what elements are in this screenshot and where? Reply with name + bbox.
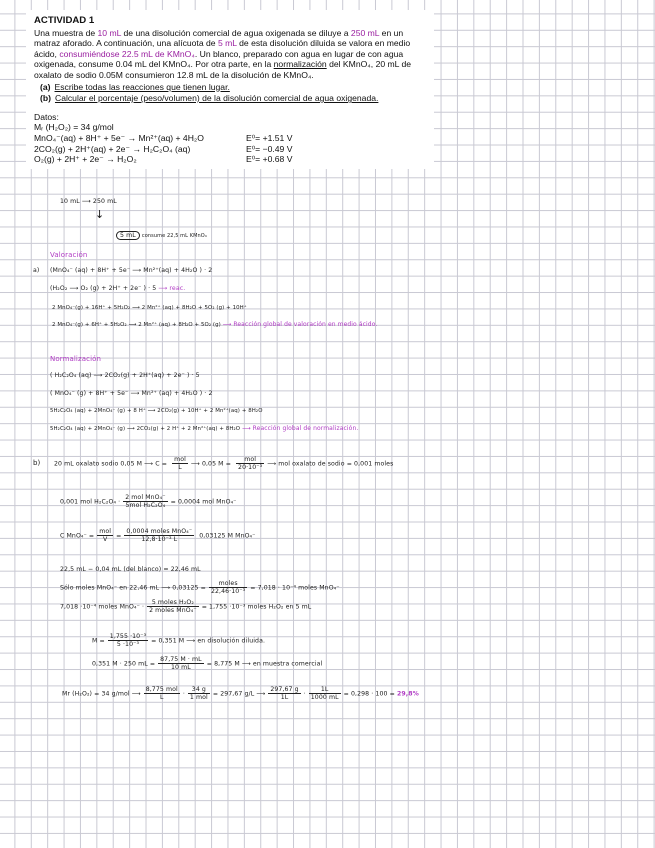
calc-molarity-diluted: M = $\frac{\text{1,755 ·10⁻³}}{\text{5 ·10⁻³}}$ = 0,351 M ⟶ en disolución diluida.	[92, 633, 266, 648]
activity-card	[26, 10, 434, 169]
normalizacion-global: 5H₂C₂O₄ (aq) + 2MnO₄⁻ (g) ⟶ 2CO₂(g) + 2 H⁺ + 2 Mn²⁺(aq) + 8H₂O ⟶ Reacción global de normalización.	[50, 425, 359, 432]
statement-part: de una disolución comercial de agua oxigenada se diluye a	[121, 27, 351, 38]
valoracion-half1: (MnO₄⁻ (aq) + 8H⁺ + 5e⁻ ⟶ Mn²⁺(aq) + 4H₂O ) · 2	[50, 267, 213, 274]
calc-permanganate-moles: 0,001 mol H₂C₂O₄ · $\frac{\text{2 mol MnO₄⁻}}{\text{5mol H₂C₂O₄}}$ = 0,0004 mol MnO₄⁻	[60, 494, 237, 509]
calc-peroxide-moles: 7,018 ·10⁻⁴ moles MnO₄⁻ · $\frac{\text{5 moles H₂O₂}}{\text{2 moles MnO₄⁻}}$ = 1,755 ·10⁻³ moles H₂O₂ en 5 mL	[60, 599, 312, 614]
label-a: a)	[33, 267, 40, 274]
reaction-row: O₂(g) + 2H⁺ + 2e⁻ → H₂O₂ E⁰= +0.68 V	[34, 154, 293, 165]
activity-statement	[34, 28, 426, 81]
valoracion-global: 2 MnO₄⁻(g) + 6H⁺ + 5H₂O₂ ⟶ 2 Mn²⁺ (aq) + 8H₂O + 5O₂ (g) ⟶ Reacción global de valoración en medio ácido.	[52, 321, 378, 328]
datos-title: Datos:	[34, 111, 59, 122]
statement-highlight: 10 mL	[97, 27, 122, 38]
question-a: (a) Escribe todas las reacciones que tienen lugar.	[40, 81, 230, 92]
calc-volume-corrected: 22,5 mL − 0,04 mL (del blanco) = 22,46 mL	[60, 566, 201, 573]
statement-part: del KMnO₄, 20 mL de oxalato de sodio 0.05M consumieron 12.8 mL de la disolución de KMnO₄.	[34, 59, 412, 80]
valoracion-sum: 2 MnO₄⁻(g) + 16H⁺ + 5H₂O₂ ⟶ 2 Mn²⁺ (aq) + 8H₂O + 5O₂ (g) + 10H⁺	[52, 305, 247, 311]
heading-normalizacion: Normalización	[50, 355, 102, 363]
calc-permanganate-conc: C MnO₄⁻ = $\frac{\text{mol}}{V}$ = $\frac{\text{0,0004 moles MnO₄⁻}}{\text{12,8·10⁻³ L}}$ 0,03125 M MnO₄⁻	[60, 528, 256, 543]
dilution-aliquot: 5 mL consume 22,5 mL KMnO₄	[116, 231, 207, 240]
question-b: (b) Calcular el porcentaje (peso/volumen) de la disolución comercial de agua oxigenada.	[40, 93, 379, 104]
normalizacion-half1: ( H₂C₂O₄ (aq) ⟶ 2CO₂(g) + 2H⁺(aq) + 2e⁻ ) · 5	[50, 372, 200, 379]
statement-highlight: 5 mL	[217, 38, 237, 49]
statement-part: de esta disolución diluida se valora en medio ácido,	[34, 38, 411, 59]
heading-valoracion: Valoración	[50, 251, 88, 259]
calc-molarity-commercial: 0,351 M · 250 mL = $\frac{87,75 M \cdot mL}{10 mL}$ = 8,775 M ⟶ en muestra comercial	[92, 656, 323, 671]
valoracion-half2: (H₂O₂ ⟶ O₂ (g) + 2H⁺ + 2e⁻ ) · 5 ⟶ reac.	[50, 285, 186, 292]
statement-part: . Un blanco, preparado con agua en lugar de con agua oxigenada, consume 0.04 mL del KMnO₄. Por otra parte, en la	[34, 48, 404, 70]
label-b: b)	[33, 459, 41, 467]
normalizacion-sum: 5H₂C₂O₄ (aq) + 2MnO₄⁻ (g) + 8 H⁺ ⟶ 2CO₂(g) + 10H⁺ + 2 Mn²⁺(aq) + 8H₂O	[50, 408, 263, 414]
statement-part: en un matraz aforado. A continuación, una alícuota de	[34, 27, 404, 49]
datos-molar-mass: Mᵣ (H₂O₂) = 34 g/mol	[34, 122, 114, 133]
datos-section	[34, 112, 426, 165]
statement-underlined: normalización	[273, 59, 327, 70]
reaction-row: MnO₄⁻(aq) + 8H⁺ + 5e⁻ → Mn²⁺(aq) + 4H₂O E⁰= +1.51 V	[34, 132, 293, 143]
normalizacion-half2: ( MnO₄⁻ (g) + 8H⁺ + 5e⁻ ⟶ Mn²⁺ (aq) + 4H₂O ) · 2	[50, 390, 213, 397]
arrow-down-icon: ↓	[95, 208, 105, 221]
dilution-line: 10 mL ⟶ 250 mL	[60, 198, 117, 205]
calc-moles-consumed: Sólo moles MnO₄⁻ en 22,46 mL ⟶ 0,03125 = $\frac{\text{moles}}{\text{22,46·10⁻³}}$ = 7,018 · 10⁻⁴ moles MnO₄⁻	[60, 580, 340, 595]
reaction-row: 2CO₂(g) + 2H⁺(aq) + 2e⁻ → H₂C₂O₄ (aq) E⁰= −0.49 V	[34, 143, 293, 154]
calc-oxalate-moles: 20 mL oxalato sodio 0,05 M ⟶ C = $\frac{\text{mol}}{L}$ ⟶ 0,05 M = $\frac{\text{mol}}{\text{20·10⁻³}}$ ⟶ mol oxalato de sodio = 0,001 moles	[54, 456, 394, 471]
calc-percentage: Mr (H₂O₂) = 34 g/mol ⟶ $\frac{\text{8,775 mol}}{L}$ · $\frac{34 g}{\text{1 mol}}$ = 297,67 g/L ⟶ $\frac{297,67 g}{1L}$ · $\frac{1L}{1000 mL}$ = 0,298 · 100 = 29,8%	[62, 686, 419, 701]
statement-part: Una muestra de	[34, 27, 98, 38]
statement-highlight: consumiéndose 22.5 mL de KMnO₄	[59, 48, 195, 59]
statement-highlight: 250 mL	[350, 27, 380, 38]
final-result: 29,8%	[396, 690, 419, 698]
activity-title: ACTIVIDAD 1	[34, 15, 95, 26]
